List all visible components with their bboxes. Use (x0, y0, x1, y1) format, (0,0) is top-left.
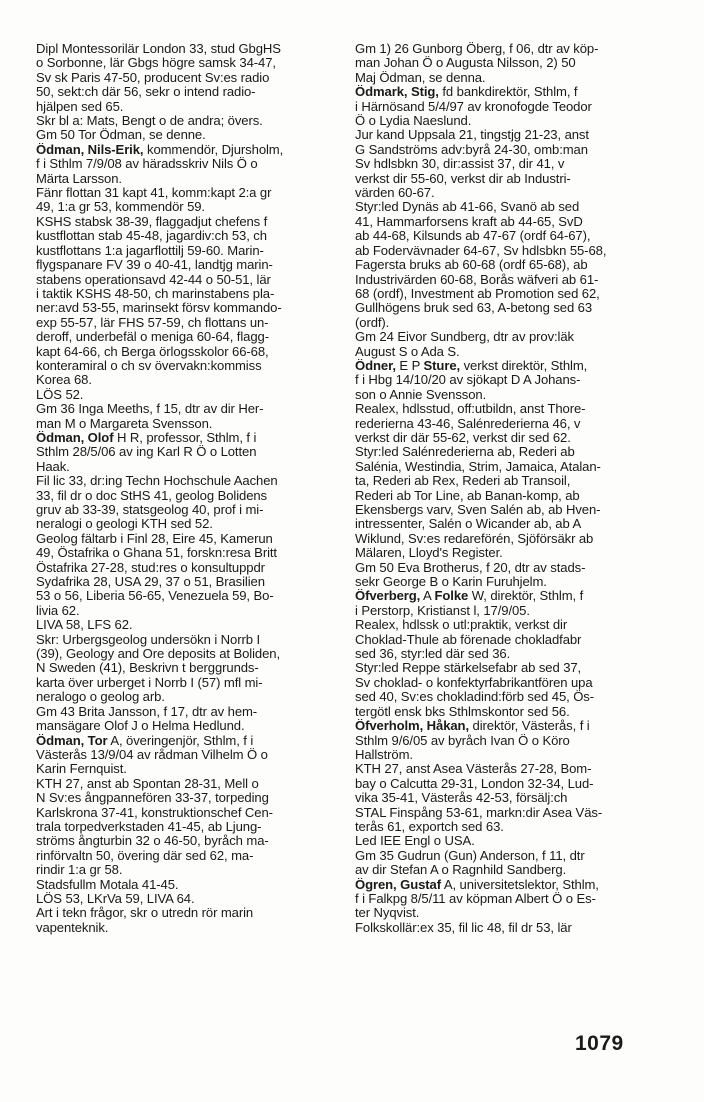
text-line (36, 42, 342, 56)
entry-text: hjälpen sed 65. (36, 99, 124, 114)
text-line (355, 906, 656, 920)
text-line (36, 273, 342, 287)
entry-text: man Johan Ö o Augusta Nilsson, 2) 50 (355, 56, 576, 71)
text-line (36, 388, 342, 402)
entry-text: intressenter, Salén o Wicander ab, ab A (355, 517, 582, 532)
entry-text: i Perstorp, Kristianst l, 17/9/05. (355, 603, 530, 618)
entry-text: värden 60-67. (355, 186, 435, 201)
text-line (36, 575, 342, 589)
entry-text: Sydafrika 28, USA 29, 37 o 51, Brasilien (36, 575, 265, 590)
text-line (355, 186, 656, 200)
text-line (355, 791, 656, 805)
entry-text: ab Fodervävnader 64-67, Sv hdlsbkn 55-68, (355, 243, 607, 258)
text-line (355, 345, 656, 359)
text-line (355, 417, 656, 431)
entry-text: Realex, hdlssk o utl:praktik, verkst dir (355, 618, 568, 633)
text-line (36, 215, 342, 229)
entry-text: man M o Margareta Svensson. (36, 416, 213, 431)
entry-text: ab 44-68, Kilsunds ab 47-67 (ordf 64-67), (355, 229, 591, 244)
text-line (355, 128, 656, 142)
text-line (355, 489, 656, 503)
entry-text: gruv ab 33-39, statsgeolog 40, prof i mi- (36, 503, 264, 517)
entry-text: Märta Larsson. (36, 171, 122, 186)
entry-text: ner:avd 53-55, marinsekt försv kommando- (36, 301, 282, 316)
text-line (36, 849, 342, 863)
entry-text: 49, Östafrika o Ghana 51, forskn:resa Britt (36, 546, 277, 561)
entry-text: sekr George B o Karin Furuhjelm. (355, 575, 547, 590)
text-line (355, 172, 656, 186)
text-line (355, 834, 656, 848)
right-column (355, 42, 656, 935)
entry-text: rederierna 43-46, Salénrederierna 46, v (355, 416, 581, 431)
text-line (36, 532, 342, 546)
entry-text: Karlskrona 37-41, konstruktionschef Cen- (36, 805, 273, 820)
text-line (355, 42, 656, 56)
entry-text: flygspanare FV 39 o 40-41, landtjg marin- (36, 258, 273, 273)
entry-text: W, direktör, Sthlm, f (468, 589, 584, 604)
text-line (36, 906, 342, 920)
entry-text: KTH 27, anst ab Spontan 28-31, Mell o (36, 776, 259, 791)
entry-text: neralogi o geologi KTH sed 52. (36, 517, 213, 532)
text-line (36, 56, 342, 70)
entry-headword: Ödman, Tor (36, 733, 108, 748)
entry-text: kapt 64-66, ch Berga örlogsskolor 66-68, (36, 344, 269, 359)
entry-text: kustflottans 1:a jagarflottilj 59-60. Marin- (36, 243, 264, 258)
text-line (36, 128, 342, 142)
entry-text: Styr:led Dynäs ab 41-66, Svanö ab sed (355, 200, 580, 215)
entry-headword: Ödner, (355, 358, 396, 373)
entry-text: livia 62. (36, 603, 80, 618)
entry-text: Styr:led Reppe stärkelsefabr ab sed 37, (355, 661, 582, 676)
text-line (355, 863, 656, 877)
entry-text: Korea 68. (36, 373, 92, 388)
entry-headword: Ödmark, Stig, (355, 85, 439, 100)
entry-headword: Ödman, Olof (36, 430, 114, 445)
entry-text: sed 36, styr:led där sed 36. (355, 647, 511, 662)
entry-headword: Öfverholm, Håkan, (355, 719, 469, 734)
text-line (36, 834, 342, 848)
entry-text: rindir 1:a gr 58. (36, 863, 123, 878)
entry-text: N Sweden (41), Beskrivn t berggrunds- (36, 661, 259, 676)
entry-text: LÖS 52. (36, 387, 84, 402)
text-line (355, 820, 656, 834)
entry-text: konteramiral o ch sv övervakn:kommiss (36, 358, 262, 373)
entry-text: i Härnösand 5/4/97 av kronofogde Teodor (355, 99, 592, 114)
text-line (355, 56, 656, 70)
text-line (355, 258, 656, 272)
text-line (36, 791, 342, 805)
text-line (355, 157, 656, 171)
entry-text: vika 35-41, Västerås 42-53, försälj:ch (355, 791, 568, 806)
entry-text: Haak. (36, 459, 70, 474)
text-line (355, 359, 656, 373)
text-line (355, 460, 656, 474)
text-line (36, 445, 342, 459)
text-line (36, 345, 342, 359)
entry-text: rinförvaltn 50, övering där sed 62, ma- (36, 848, 254, 863)
entry-text: 53 o 56, Liberia 56-65, Venezuela 59, Bo- (36, 589, 274, 604)
text-line (355, 402, 656, 416)
text-line (355, 719, 656, 733)
entry-text: trala torpedverkstaden 41-45, ab Ljung- (36, 819, 262, 834)
text-line (36, 806, 342, 820)
text-line (36, 589, 342, 603)
text-line (36, 690, 342, 704)
entry-text: Art i tekn frågor, skr o utredn rör marin (36, 906, 254, 921)
entry-text: Sthlm 9/6/05 av byråch Ivan Ö o Köro (355, 733, 570, 748)
text-line (36, 676, 342, 690)
left-column (36, 42, 342, 935)
entry-text: Sv choklad- o konfektyrfabrikantfören upa (355, 675, 593, 690)
text-line (36, 172, 342, 186)
entry-text: Ö o Lydia Naeslund. (355, 114, 472, 129)
entry-text: A, överingenjör, Sthlm, f i (107, 733, 254, 748)
entry-text: Fagersta bruks ab 60-68 (ordf 65-68), ab (355, 258, 588, 273)
entry-text: Maj Ödman, se denna. (355, 70, 486, 85)
text-line (355, 532, 656, 546)
text-line (36, 863, 342, 877)
text-line (36, 431, 342, 445)
text-line (355, 849, 656, 863)
text-line (36, 157, 342, 171)
entry-text: ter Nyqvist. (355, 906, 420, 921)
entry-text: f i Hbg 14/10/20 av sjökapt D A Johans- (355, 373, 581, 388)
entry-text: STAL Finspång 53-61, markn:dir Asea Väs- (355, 805, 603, 820)
entry-text: kommendör, Djursholm, (143, 142, 284, 157)
entry-text: ströms ångturbin 32 o 46-50, byråch ma- (36, 834, 269, 849)
entry-text: LÖS 53, LKrVa 59, LIVA 64. (36, 891, 195, 906)
text-line (355, 618, 656, 632)
entry-text: ta, Rederi ab Rex, Rederi ab Transoil, (355, 474, 571, 489)
entry-text: f i Sthlm 7/9/08 av häradsskriv Nils Ö o (36, 157, 258, 172)
entry-text: Geolog fältarb i Finl 28, Eire 45, Kamerun (36, 531, 273, 546)
entry-text: Gm 35 Gudrun (Gun) Anderson, f 11, dtr (355, 848, 585, 863)
text-line (355, 546, 656, 560)
text-line (355, 575, 656, 589)
entry-text: Gm 24 Eivor Sundberg, dtr av prov:läk (355, 330, 574, 345)
text-line (36, 777, 342, 791)
text-line (355, 762, 656, 776)
entry-text: sed 40, Sv:es chokladind:förb sed 45, Ös- (355, 690, 594, 705)
entry-text: verkst direktör, Sthlm, (460, 358, 588, 373)
entry-text: Sv sk Paris 47-50, producent Sv:es radio (36, 70, 270, 85)
entry-text: Gm 50 Eva Brotherus, f 20, dtr av stads- (355, 560, 586, 575)
entry-text: Östafrika 27-28, stud:res o konsultuppdr (36, 560, 265, 575)
entry-text: Gm 36 Inga Meeths, f 15, dtr av dir Her- (36, 402, 264, 417)
text-line (36, 762, 342, 776)
entry-text: Skr: Urbergsgeolog undersökn i Norrb I (36, 632, 260, 647)
text-line (355, 445, 656, 459)
text-line (355, 705, 656, 719)
text-line (36, 921, 342, 935)
text-line (355, 200, 656, 214)
entry-text: Fänr flottan 31 kapt 41, komm:kapt 2:a gr (36, 186, 272, 201)
text-line (355, 215, 656, 229)
text-line (36, 301, 342, 315)
text-line (36, 229, 342, 243)
text-line (36, 100, 342, 114)
text-line (36, 85, 342, 99)
entry-text: Folkskollär:ex 35, fil lic 48, fil dr 53, lär (355, 920, 572, 935)
text-line (355, 892, 656, 906)
entry-text: (ordf). (355, 315, 390, 330)
text-line (355, 589, 656, 603)
entry-text: Gm 1) 26 Gunborg Öberg, f 06, dtr av köp- (355, 42, 599, 56)
text-line (36, 474, 342, 488)
text-line (355, 273, 656, 287)
entry-text: Jur kand Uppsala 21, tingstjg 21-23, anst (355, 128, 589, 143)
text-line (36, 359, 342, 373)
text-line (36, 661, 342, 675)
text-line (36, 200, 342, 214)
text-line (36, 705, 342, 719)
text-line (36, 647, 342, 661)
entry-text: Realex, hdlsstud, off:utbildn, anst Thore- (355, 402, 586, 417)
entry-text: 33, fil dr o doc StHS 41, geolog Bolidens (36, 488, 268, 503)
entry-headword: Folke (434, 589, 469, 604)
entry-headword: Ödman, Nils-Erik, (36, 142, 144, 157)
text-line (36, 186, 342, 200)
text-line (36, 258, 342, 272)
entry-text: Skr bl a: Mats, Bengt o de andra; övers. (36, 114, 263, 129)
entry-text: Karin Fernquist. (36, 762, 127, 777)
entry-text: o Sorbonne, lär Gbgs högre samsk 34-47, (36, 56, 276, 71)
entry-text: Sthlm 28/5/06 av ing Karl R Ö o Lotten (36, 445, 257, 460)
entry-text: 50, sekt:ch där 56, sekr o intend radio- (36, 85, 256, 100)
text-line (355, 690, 656, 704)
entry-text: LIVA 58, LFS 62. (36, 618, 133, 633)
text-line (355, 330, 656, 344)
entry-text: deroff, underbefäl o meniga 60-64, flagg- (36, 330, 269, 345)
text-line (355, 748, 656, 762)
entry-text: Salénia, Westindia, Strim, Jamaica, Atalan- (355, 459, 601, 474)
text-line (36, 489, 342, 503)
text-line (355, 474, 656, 488)
entry-text: i taktik KSHS 48-50, ch marinstabens pla- (36, 286, 275, 301)
entry-text: mansägare Olof J o Helma Hedlund. (36, 719, 245, 734)
text-line (36, 561, 342, 575)
entry-text: stabens operationsavd 42-44 o 50-51, lär (36, 272, 271, 287)
text-line (355, 229, 656, 243)
text-line (36, 316, 342, 330)
entry-text: Choklad-Thule ab förenade chokladfabr (355, 632, 582, 647)
text-line (355, 561, 656, 575)
entry-text: August S o Ada S. (355, 344, 460, 359)
entry-text: Gm 50 Tor Ödman, se denne. (36, 128, 206, 143)
text-line (36, 517, 342, 531)
text-line (355, 503, 656, 517)
entry-text: Västerås 13/9/04 av rådman Vilhelm Ö o (36, 747, 268, 762)
text-line (355, 85, 656, 99)
entry-text: Wiklund, Sv:es redareförén, Sjöförsäkr ab (355, 531, 594, 546)
text-line (355, 287, 656, 301)
entry-text: A, universitetslektor, Sthlm, (441, 877, 599, 892)
text-line (355, 316, 656, 330)
entry-text: neralogo o geolog arb. (36, 690, 165, 705)
entry-text: G Sandströms adv:byrå 24-30, omb:man (355, 142, 588, 157)
text-line (36, 719, 342, 733)
entry-text: N Sv:es ångpannefören 33-37, torpeding (36, 791, 269, 806)
entry-text: direktör, Västerås, f i (469, 719, 590, 734)
text-line (36, 546, 342, 560)
entry-text: tergötl ensk bks Sthlmskontor sed 56. (355, 704, 570, 719)
entry-text: karta över urberget i Norrb I (57) mfl mi- (36, 675, 263, 690)
text-line (36, 71, 342, 85)
entry-text: Led IEE Engl o USA. (355, 834, 475, 849)
entry-text: verkst dir 55-60, verkst dir ab Industri- (355, 171, 571, 186)
entry-text: KTH 27, anst Asea Västerås 27-28, Bom- (355, 762, 592, 777)
entry-text: 41, Hammarforsens kraft ab 44-65, SvD (355, 214, 583, 229)
entry-text: terås 61, exportch sed 63. (355, 819, 504, 834)
text-line (36, 503, 342, 517)
entry-headword: Ögren, Gustaf (355, 877, 442, 892)
entry-text: Ekensbergs varv, Sven Salén ab, ab Hven- (355, 503, 601, 517)
entry-text: bay o Calcutta 29-31, London 32-34, Lud- (355, 776, 594, 791)
text-line (355, 777, 656, 791)
text-line (36, 402, 342, 416)
text-line (355, 676, 656, 690)
text-line (355, 806, 656, 820)
entry-text: E P (395, 358, 424, 373)
text-line (355, 100, 656, 114)
entry-text: Sv hdlsbkn 30, dir:assist 37, dir 41, v (355, 157, 565, 172)
entry-text: Mälaren, Lloyd's Register. (355, 546, 503, 561)
entry-text: Gullhögens bruk sed 63, A-betong sed 63 (355, 301, 593, 316)
text-line (355, 517, 656, 531)
text-line (36, 748, 342, 762)
text-line (355, 734, 656, 748)
text-line (36, 604, 342, 618)
text-line (36, 878, 342, 892)
entry-text: son o Annie Svensson. (355, 387, 487, 402)
entry-text: A (420, 589, 435, 604)
entry-text: 49, 1:a gr 53, kommendör 59. (36, 200, 205, 215)
text-line (36, 373, 342, 387)
entry-text: fd bankdirektör, Sthlm, f (438, 85, 578, 100)
entry-text: verkst dir där 55-62, verkst dir sed 62. (355, 430, 571, 445)
text-line (36, 244, 342, 258)
entry-text: Rederi ab Tor Line, ab Banan-komp, ab (355, 488, 580, 503)
entry-text: Hallström. (355, 747, 413, 762)
entry-text: av dir Stefan A o Ragnhild Sandberg. (355, 863, 567, 878)
entry-text: 68 (ordf), Investment ab Promotion sed 62, (355, 286, 600, 301)
text-line (355, 301, 656, 315)
text-line (355, 71, 656, 85)
text-line (355, 604, 656, 618)
text-line (36, 633, 342, 647)
entry-text: H R, professor, Sthlm, f i (113, 430, 257, 445)
entry-text: Styr:led Salénrederierna ab, Rederi ab (355, 445, 575, 460)
text-line (36, 892, 342, 906)
entry-text: kustflottan stab 45-48, jagardiv:ch 53, ch (36, 229, 267, 244)
entry-text: Fil lic 33, dr:ing Techn Hochschule Aachen (36, 474, 278, 489)
text-line (36, 114, 342, 128)
text-line (355, 647, 656, 661)
text-line (355, 921, 656, 935)
entry-text: (39), Geology and Ore deposits at Boliden, (36, 647, 280, 662)
entry-text: Stadsfullm Motala 41-45. (36, 877, 179, 892)
text-line (36, 734, 342, 748)
entry-text: Industrivärden 60-68, Borås wäfveri ab 61- (355, 272, 599, 287)
text-line (355, 633, 656, 647)
text-line (36, 820, 342, 834)
entry-text: Dipl Montessorilär London 33, stud GbgHS (36, 42, 281, 56)
entry-headword: Sture, (423, 358, 461, 373)
page-number: 1079 (575, 1032, 624, 1055)
text-line (355, 373, 656, 387)
text-line (355, 661, 656, 675)
text-line (36, 618, 342, 632)
entry-text: Gm 43 Brita Jansson, f 17, dtr av hem- (36, 704, 258, 719)
entry-text: f i Falkpg 8/5/11 av köpman Albert Ö o Es- (355, 891, 596, 906)
entry-text: exp 55-57, lär FHS 57-59, ch flottans un- (36, 315, 269, 330)
entry-text: vapenteknik. (36, 920, 109, 935)
text-line (36, 143, 342, 157)
entry-text: KSHS stabsk 38-39, flaggadjut chefens f (36, 214, 268, 229)
text-line (355, 114, 656, 128)
text-line (355, 431, 656, 445)
text-line (36, 460, 342, 474)
text-line (36, 417, 342, 431)
text-line (355, 244, 656, 258)
text-line (36, 287, 342, 301)
entry-headword: Öfverberg, (355, 589, 421, 604)
text-line (355, 143, 656, 157)
text-line (36, 330, 342, 344)
text-line (355, 388, 656, 402)
text-line (355, 878, 656, 892)
